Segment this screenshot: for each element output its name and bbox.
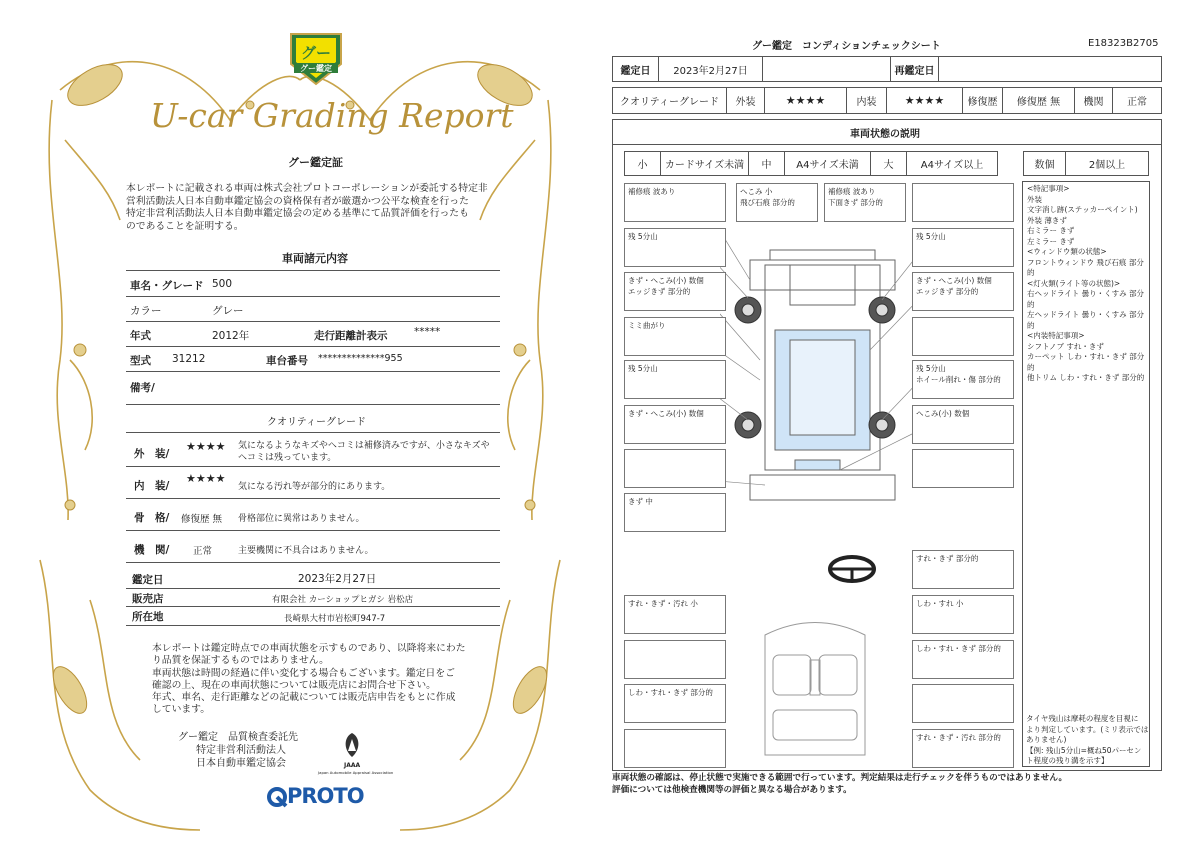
- color-label: カラー: [130, 305, 162, 317]
- chassis-value: **************955: [318, 353, 403, 364]
- date-label: 鑑定日: [613, 57, 659, 81]
- exterior-note-left-7: [624, 449, 726, 488]
- interior-note-right-2: しわ・すれ 小: [912, 595, 1014, 634]
- quality-section-title: クオリティーグレード: [267, 417, 366, 428]
- disclaimer-text: 本レポートは鑑定時点での車両状態を示すものであり、以降将来にわた り品質を保証するものではありません。 車両状態は時間の経過に伴い変化する場合もございます。鑑定日をご 確認の上、現在の車両状態については販売店にお問合せ下さい。 年式、車名、走行距離などの記載については販売店申告をもとに作成 しています。: [152, 643, 466, 716]
- shop-label: 販売店: [132, 593, 164, 605]
- interior-note-left-2: [624, 640, 726, 679]
- date-value: 2023年2月27日: [659, 57, 763, 81]
- special-remarks: <特記事項> 外装 文字消し跡(ステッカーペイント) 外装 薄きず 右ミラー きず 左ミラー きず <ウィンドウ類の状態> フロントウィンドウ 飛び石痕 部分的 <灯火類(ライト等の状態)> 右ヘッドライト 曇り・くすみ 部分的 左ヘッドライト 曇り・くすみ 部分的 <内装特記事項> シフトノブ すれ・きず カーペット しわ・すれ・きず 部分的 他トリム しわ・すれ・きず 部分的: [1022, 181, 1150, 767]
- sheet-title: グー鑑定 コンディションチェックシート: [752, 41, 941, 52]
- interior-note-right-5: すれ・きず・汚れ 部分的: [912, 729, 1014, 768]
- engine-label: 機関: [1075, 88, 1113, 113]
- legend-large-desc: A4サイズ以上: [920, 160, 984, 171]
- exterior-stars: ★★★★: [186, 440, 226, 453]
- exterior-note-right-3: [912, 317, 1014, 356]
- spec-section-title: 車両諸元内容: [282, 252, 348, 265]
- exterior-note-right-2: きず・へこみ(小) 数個 エッジきず 部分的: [912, 272, 1014, 311]
- mileage-label: 走行距離計表示: [314, 330, 388, 342]
- exterior-note-left-1: 補修痕 波あり: [624, 183, 726, 222]
- condition-sheet-page: [600, 0, 1200, 848]
- count-legend: [1023, 151, 1149, 176]
- exterior-note-right-5: へこみ(小) 数個: [912, 405, 1014, 444]
- shop-value: 有限会社 カーショップヒガシ 岩松店: [272, 595, 414, 605]
- repair-history-label: 修復歴: [963, 88, 1003, 113]
- address-label: 所在地: [132, 611, 164, 623]
- interior-note-right-1: すれ・きず 部分的: [912, 550, 1014, 589]
- sheet-id: E18323B2705: [1088, 38, 1159, 49]
- legend-small: 小: [625, 152, 661, 175]
- exterior-comment: 気になるようなキズやヘコミは補修済みですが、小さなキズや ヘコミは残っています。: [238, 441, 490, 463]
- engine-value: 正常: [1127, 97, 1147, 108]
- legend-medium: 中: [749, 152, 785, 175]
- name-grade-label: 車名・グレード: [130, 280, 204, 292]
- exterior-note-top-1: へこみ 小 飛び石痕 部分的: [736, 183, 818, 222]
- car-interior-diagram: [755, 615, 875, 765]
- exterior-stars: ★★★★: [765, 88, 847, 113]
- count-label: 数個: [1024, 152, 1066, 175]
- jaaa-logo: [340, 731, 364, 759]
- exterior-note-left-4: ミミ曲がり: [624, 317, 726, 356]
- exterior-note-left-2: 残 5分山: [624, 228, 726, 267]
- exterior-note-right-6: [912, 449, 1014, 488]
- model-label: 型式: [130, 355, 151, 367]
- name-grade-value: 500: [212, 278, 233, 290]
- goo-appraisal-badge: [286, 30, 346, 86]
- exterior-note-left-6: きず・へこみ(小) 数個: [624, 405, 726, 444]
- proto-logo-icon: [266, 786, 288, 808]
- quality-grade-label: クオリティーグレード: [613, 88, 727, 113]
- engine-comment: 主要機関に不具合はありません。: [238, 546, 374, 556]
- size-legend: [624, 151, 998, 176]
- footer-note-1: 車両状態の確認は、停止状態で実施できる範囲で行っています。判定結果は走行チェックを伴うものではありません。: [612, 773, 1068, 783]
- engine-label: 機 関/: [134, 544, 170, 556]
- steering-wheel-icon: [827, 553, 877, 585]
- issuer-block: グー鑑定 品質検査委託先 特定非営利活動法人 日本自動車鑑定協会: [178, 732, 298, 769]
- report-script-title: U-car Grading Report: [150, 96, 514, 135]
- interior-label: 内装: [847, 88, 887, 113]
- frame-value: 修復歴 無: [181, 514, 223, 525]
- year-value: 2012年: [212, 330, 250, 342]
- appraisal-date-value: 2023年2月27日: [298, 573, 377, 585]
- redate-label: 再鑑定日: [891, 57, 939, 81]
- condition-title: 車両状態の説明: [850, 129, 920, 140]
- frame-comment: 骨格部位に異常はありません。: [238, 514, 365, 524]
- badge-label: グー鑑定: [300, 64, 332, 73]
- interior-stars: ★★★★: [186, 472, 226, 485]
- color-value: グレー: [212, 305, 244, 317]
- mileage-value: *****: [414, 326, 441, 338]
- repair-history-value: 修復歴 無: [1003, 88, 1075, 113]
- exterior-note-left-8: きず 中: [624, 493, 726, 532]
- engine-value: 正常: [193, 546, 213, 557]
- model-value: 31212: [172, 353, 206, 365]
- footer-note-2: 評価については他検査機関等の評価と異なる場合があります。: [612, 785, 852, 795]
- year-label: 年式: [130, 330, 151, 342]
- address-value: 長崎県大村市岩松町947-7: [284, 614, 386, 624]
- exterior-note-left-5: 残 5分山: [624, 360, 726, 399]
- appraisal-date-label: 鑑定日: [132, 574, 164, 586]
- exterior-label: 外装: [727, 88, 765, 113]
- tire-note: タイヤ残山は摩耗の程度を目視に より判定しています。(ミリ表示では ありません) 【例: 残山5分山=概ね50パーセン ト程度の残り溝を示す】: [1026, 714, 1149, 765]
- legend-small-desc: カードサイズ未満: [661, 152, 749, 175]
- jaaa-label: JAAA: [344, 762, 361, 769]
- proto-logo-text: PROTO: [287, 784, 364, 808]
- exterior-note-left-3: きず・へこみ(小) 数個 エッジきず 部分的: [624, 272, 726, 311]
- count-value: 2個以上: [1088, 160, 1126, 171]
- date-row: [612, 56, 1162, 82]
- exterior-note-top-2: 補修痕 波あり 下面きず 部分的: [824, 183, 906, 222]
- interior-note-left-4: [624, 729, 726, 768]
- certificate-title: グー鑑定証: [288, 156, 343, 169]
- interior-stars: ★★★★: [887, 88, 963, 113]
- quality-row: [612, 87, 1162, 114]
- interior-note-right-3: しわ・すれ・きず 部分的: [912, 640, 1014, 679]
- exterior-note-right-4: 残 5分山 ホイール削れ・傷 部分的: [912, 360, 1014, 399]
- exterior-label: 外 装/: [134, 448, 170, 460]
- intro-text: 本レポートに記載される車両は株式会社プロトコーポレーションが委託する特定非 営利活動法人日本自動車鑑定協会の資格保有者が厳選かつ公平な検査を行った 特定非営利活動法人日本自動車鑑定協会の定める基準にて品質評価を行ったも のであることを証明する。: [126, 183, 488, 232]
- svg-text:グー: グー: [300, 44, 332, 62]
- interior-note-left-3: しわ・すれ・きず 部分的: [624, 684, 726, 723]
- frame-label: 骨 格/: [134, 512, 170, 524]
- interior-note-left-1: すれ・きず・汚れ 小: [624, 595, 726, 634]
- jaaa-subtitle: Japan Automobile Appraisal Association: [318, 770, 394, 775]
- remarks-label: 備考/: [130, 382, 155, 394]
- date-blank: [763, 57, 891, 81]
- chassis-label: 車台番号: [266, 355, 308, 367]
- exterior-note-right-1: 残 5分山: [912, 228, 1014, 267]
- interior-label: 内 装/: [134, 480, 170, 492]
- exterior-note-top-3: [912, 183, 1014, 222]
- interior-comment: 気になる汚れ等が部分的にあります。: [238, 482, 391, 492]
- interior-note-right-4: [912, 684, 1014, 723]
- legend-medium-desc: A4サイズ未満: [785, 152, 871, 175]
- legend-large: 大: [871, 152, 907, 175]
